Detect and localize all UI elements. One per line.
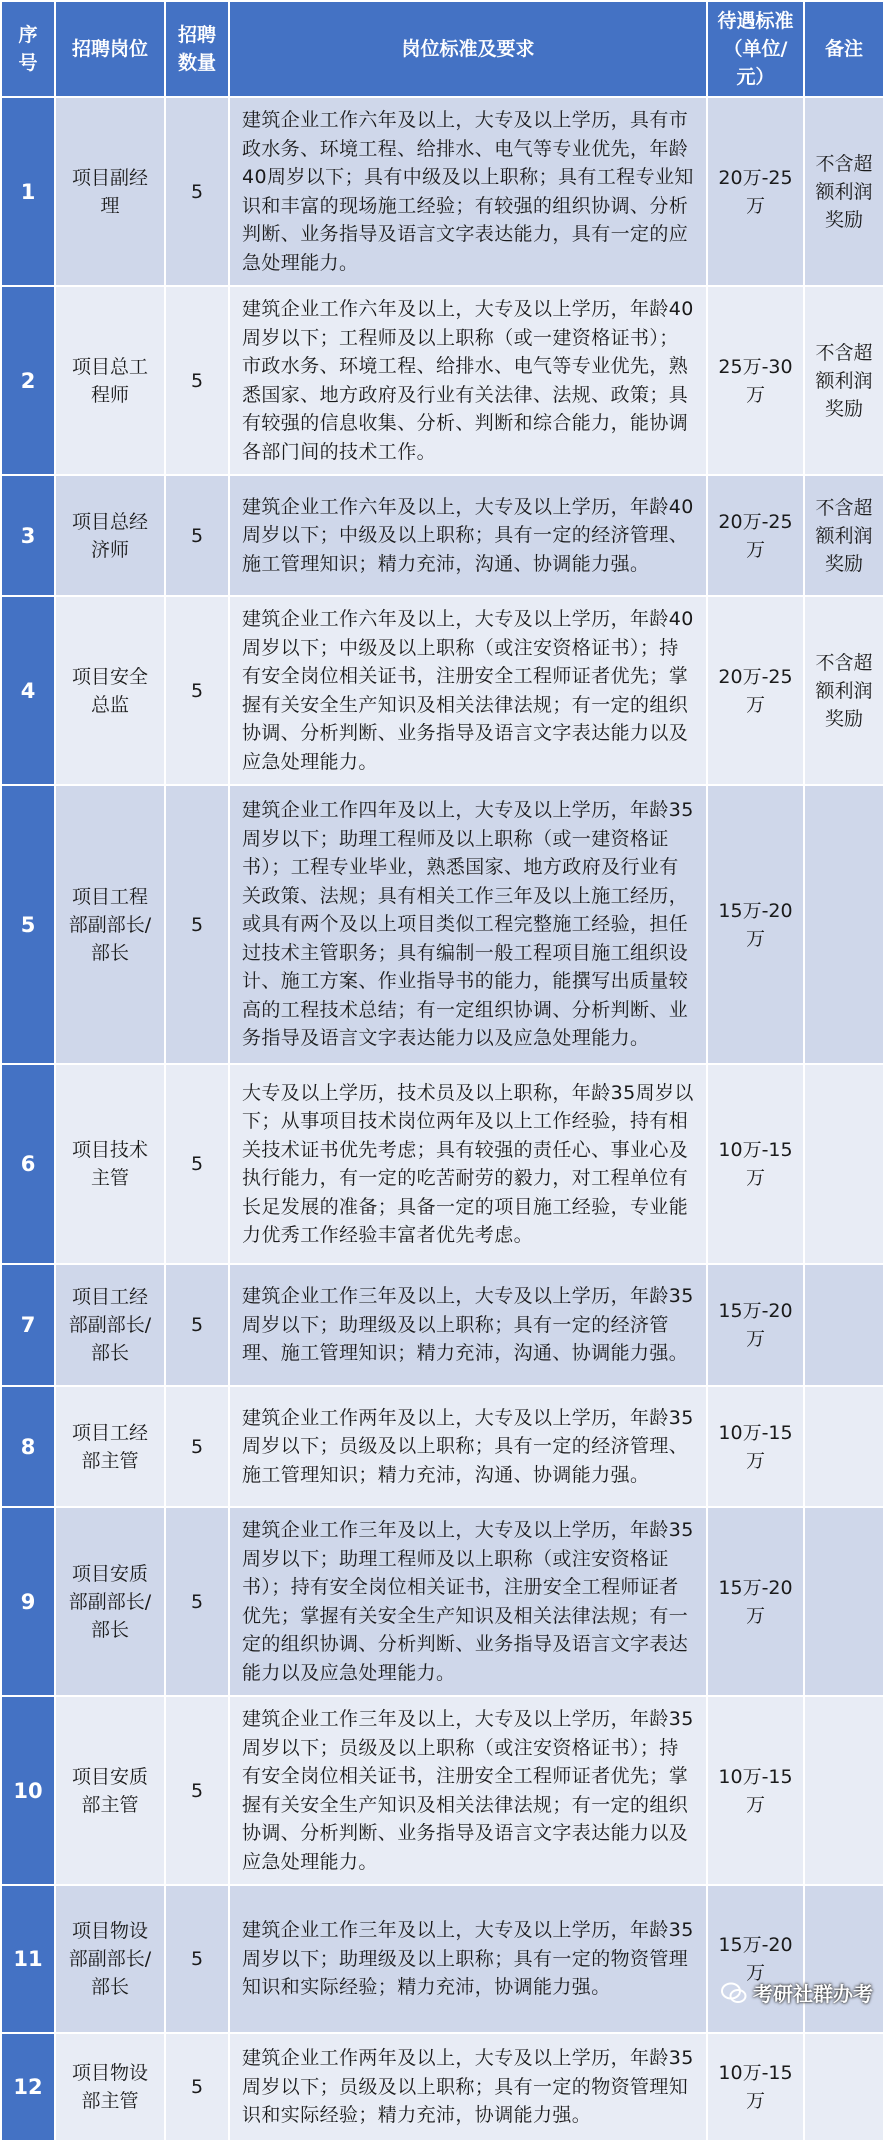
row-position: 项目物设部主管	[55, 2033, 165, 2141]
row-index: 11	[1, 1885, 55, 2033]
wechat-icon	[721, 1982, 747, 2004]
row-count: 5	[165, 1696, 229, 1885]
table-row	[1, 1264, 883, 1386]
row-requirements: 建筑企业工作六年及以上，大专及以上学历，年龄40周岁以下；中级及以上职称；具有一定的经济管理、施工管理知识；精力充沛，沟通、协调能力强。	[229, 475, 707, 596]
table-row	[1, 1507, 883, 1696]
row-note	[804, 785, 883, 1064]
row-position: 项目安质部副部长/部长	[55, 1507, 165, 1696]
row-index: 9	[1, 1507, 55, 1696]
row-position: 项目副经理	[55, 97, 165, 286]
watermark-text: 考研社群办考	[753, 1982, 873, 2006]
row-salary: 20万-25万	[707, 596, 804, 785]
header-count: 招聘数量	[165, 1, 229, 97]
row-note: 不含超额利润奖励	[804, 475, 883, 596]
table-row	[1, 2033, 883, 2141]
row-note	[804, 1696, 883, 1885]
row-requirements: 建筑企业工作六年及以上，大专及以上学历，年龄40周岁以下；工程师及以上职称（或一建资格证书）；市政水务、环境工程、给排水、电气等专业优先，熟悉国家、地方政府及行业有关法律、法规、政策；具有较强的信息收集、分析、判断和综合能力，能协调各部门间的技术工作。	[229, 286, 707, 475]
row-position: 项目总工程师	[55, 286, 165, 475]
row-salary: 15万-20万	[707, 1885, 804, 2033]
row-salary: 10万-15万	[707, 1064, 804, 1264]
row-requirements: 建筑企业工作两年及以上，大专及以上学历，年龄35周岁以下；员级及以上职称；具有一定的经济管理、施工管理知识；精力充沛，沟通、协调能力强。	[229, 1386, 707, 1507]
row-count: 5	[165, 1507, 229, 1696]
row-index: 1	[1, 97, 55, 286]
row-index: 10	[1, 1696, 55, 1885]
row-salary: 10万-15万	[707, 2033, 804, 2141]
row-position: 项目总经济师	[55, 475, 165, 596]
row-index: 4	[1, 596, 55, 785]
row-salary: 20万-25万	[707, 97, 804, 286]
row-count: 5	[165, 286, 229, 475]
row-count: 5	[165, 1064, 229, 1264]
table-row	[1, 1696, 883, 1885]
row-requirements: 建筑企业工作三年及以上，大专及以上学历，年龄35周岁以下；助理级及以上职称；具有一定的经济管理、施工管理知识；精力充沛，沟通、协调能力强。	[229, 1264, 707, 1386]
row-note: 不含超额利润奖励	[804, 286, 883, 475]
row-index: 8	[1, 1386, 55, 1507]
row-note: 不含超额利润奖励	[804, 97, 883, 286]
row-count: 5	[165, 1264, 229, 1386]
row-requirements: 建筑企业工作六年及以上，大专及以上学历，年龄40周岁以下；中级及以上职称（或注安资格证书）；持有安全岗位相关证书，注册安全工程师证者优先；掌握有关安全生产知识及相关法律法规；有一定的组织协调、分析判断、业务指导及语言文字表达能力以及应急处理能力。	[229, 596, 707, 785]
row-salary: 25万-30万	[707, 286, 804, 475]
row-count: 5	[165, 2033, 229, 2141]
row-index: 5	[1, 785, 55, 1064]
header-salary: 待遇标准（单位/元）	[707, 1, 804, 97]
row-count: 5	[165, 475, 229, 596]
row-note	[804, 1885, 883, 2033]
row-requirements: 大专及以上学历，技术员及以上职称，年龄35周岁以下；从事项目技术岗位两年及以上工作经验，持有相关技术证书优先考虑；具有较强的责任心、事业心及执行能力，有一定的吃苦耐劳的毅力，对工程单位有长足发展的准备；具备一定的项目施工经验，专业能力优秀工作经验丰富者优先考虑。	[229, 1064, 707, 1264]
row-salary: 10万-15万	[707, 1696, 804, 1885]
table-row	[1, 596, 883, 785]
row-note	[804, 1064, 883, 1264]
header-row	[1, 1, 883, 97]
row-index: 6	[1, 1064, 55, 1264]
header-index: 序号	[1, 1, 55, 97]
row-note	[804, 1507, 883, 1696]
row-count: 5	[165, 97, 229, 286]
row-requirements: 建筑企业工作三年及以上，大专及以上学历，年龄35周岁以下；助理工程师及以上职称（或注安资格证书）；持有安全岗位相关证书，注册安全工程师证者优先；掌握有关安全生产知识及相关法律法规；有一定的组织协调、分析判断、业务指导及语言文字表达能力以及应急处理能力。	[229, 1507, 707, 1696]
row-requirements: 建筑企业工作四年及以上，大专及以上学历，年龄35周岁以下；助理工程师及以上职称（或一建资格证书）；工程专业毕业，熟悉国家、地方政府及行业有关政策、法规；具有相关工作三年及以上施工经历，或具有两个及以上项目类似工程完整施工经验，担任过技术主管职务；具有编制一般工程项目施工组织设计、施工方案、作业指导书的能力，能撰写出质量较高的工程技术总结；有一定组织协调、分析判断、业务指导及语言文字表达能力以及应急处理能力。	[229, 785, 707, 1064]
table-row	[1, 1064, 883, 1264]
row-count: 5	[165, 1885, 229, 2033]
header-note: 备注	[804, 1, 883, 97]
row-note	[804, 1264, 883, 1386]
row-requirements: 建筑企业工作三年及以上，大专及以上学历，年龄35周岁以下；助理级及以上职称；具有一定的物资管理知识和实际经验；精力充沛，协调能力强。	[229, 1885, 707, 2033]
row-index: 12	[1, 2033, 55, 2141]
row-note: 不含超额利润奖励	[804, 596, 883, 785]
row-position: 项目安质部主管	[55, 1696, 165, 1885]
header-requirements: 岗位标准及要求	[229, 1, 707, 97]
row-position: 项目物设部副部长/部长	[55, 1885, 165, 2033]
row-position: 项目工经部主管	[55, 1386, 165, 1507]
row-salary: 15万-20万	[707, 785, 804, 1064]
header-position: 招聘岗位	[55, 1, 165, 97]
row-count: 5	[165, 1386, 229, 1507]
row-salary: 15万-20万	[707, 1507, 804, 1696]
table-row	[1, 785, 883, 1064]
row-salary: 10万-15万	[707, 1386, 804, 1507]
row-position: 项目工经部副部长/部长	[55, 1264, 165, 1386]
row-index: 2	[1, 286, 55, 475]
row-requirements: 建筑企业工作三年及以上，大专及以上学历，年龄35周岁以下；员级及以上职称（或注安资格证书）；持有安全岗位相关证书，注册安全工程师证者优先；掌握有关安全生产知识及相关法律法规；有一定的组织协调、分析判断、业务指导及语言文字表达能力以及应急处理能力。	[229, 1696, 707, 1885]
table-row	[1, 1885, 883, 2033]
row-count: 5	[165, 785, 229, 1064]
row-position: 项目安全总监	[55, 596, 165, 785]
row-requirements: 建筑企业工作六年及以上，大专及以上学历，具有市政水务、环境工程、给排水、电气等专业优先，年龄40周岁以下；具有中级及以上职称；具有工程专业知识和丰富的现场施工经验；有较强的组织协调、分析判断、业务指导及语言文字表达能力，具有一定的应急处理能力。	[229, 97, 707, 286]
row-position: 项目工程部副部长/部长	[55, 785, 165, 1064]
watermark	[721, 1978, 873, 2007]
row-index: 7	[1, 1264, 55, 1386]
row-index: 3	[1, 475, 55, 596]
row-salary: 20万-25万	[707, 475, 804, 596]
table-row	[1, 286, 883, 475]
row-salary: 15万-20万	[707, 1264, 804, 1386]
row-count: 5	[165, 596, 229, 785]
row-note	[804, 1386, 883, 1507]
row-requirements: 建筑企业工作两年及以上，大专及以上学历，年龄35周岁以下；员级及以上职称；具有一定的物资管理知识和实际经验；精力充沛，协调能力强。	[229, 2033, 707, 2141]
table-row	[1, 475, 883, 596]
table-row	[1, 97, 883, 286]
row-note	[804, 2033, 883, 2141]
table-row	[1, 1386, 883, 1507]
row-position: 项目技术主管	[55, 1064, 165, 1264]
